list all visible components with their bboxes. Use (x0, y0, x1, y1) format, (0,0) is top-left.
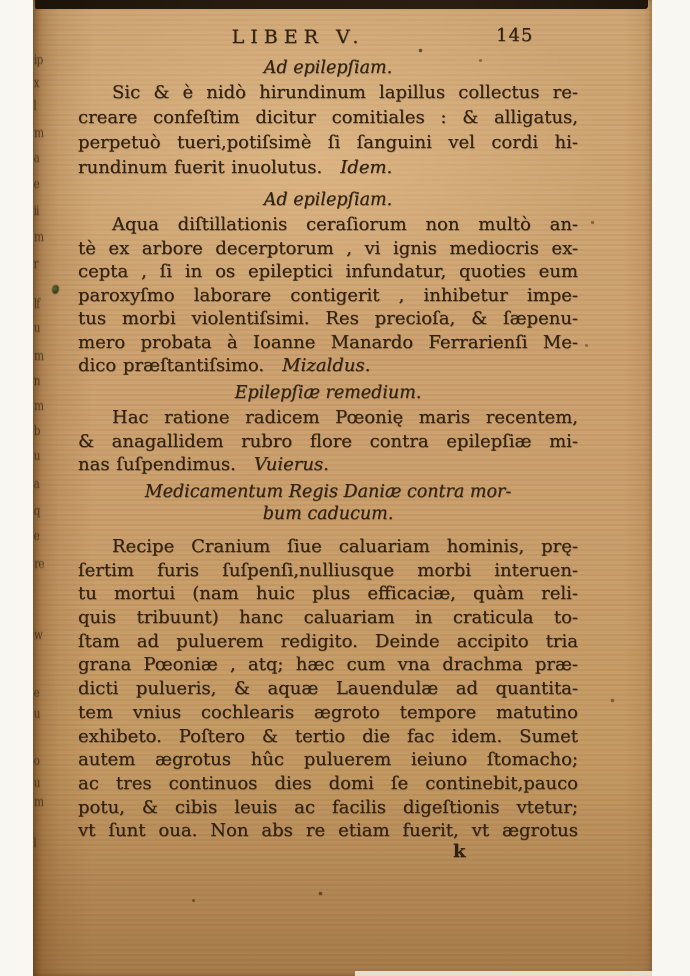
text-line: potu, & cibis leuis ac facilis digeſtionis vtetur; (78, 796, 578, 818)
text-line: perpetuò tueri,potiſsimè ſi ſanguini vel cordi hi- (78, 132, 578, 153)
margin-fragment: l (33, 99, 36, 114)
margin-fragment: lf (33, 297, 40, 312)
section-epilepsiae-remedium (78, 383, 578, 478)
text-line: exhibeto. Poſtero & tertio die fac idem. Sumet (78, 725, 578, 747)
margin-fragment: m (34, 230, 44, 245)
margin-fragment: u (33, 321, 40, 336)
margin-fragment: e (33, 177, 40, 192)
attribution: Vuierus. (253, 454, 329, 475)
margin-fragment: u (33, 707, 40, 722)
text-line (78, 355, 578, 379)
margin-fragment: ii (33, 204, 39, 219)
margin-fragment: e (33, 686, 40, 701)
section-heading: Ad epilepſiam. (263, 58, 393, 78)
section-ad-epilepsiam-1 (78, 58, 578, 182)
margin-fragment: r (33, 257, 38, 272)
text-line: ſtam ad puluerem redigito. Deinde accipito tria (78, 630, 578, 652)
attribution: Idem. (340, 157, 393, 178)
text-line-end: nas ſuſpendimus. (78, 454, 236, 475)
text-line: vt ſunt oua. Non abs re etiam fuerit, vt ægrotus (78, 820, 578, 842)
text-line: tè ex arbore decerptorum , vi ignis mediocris ex- (78, 237, 578, 259)
text-line: autem ægrotus hûc puluerem ieiuno ſtomacho; (78, 749, 578, 771)
margin-fragment: o (33, 754, 40, 769)
section-heading: Epilepſiæ remedium. (234, 383, 422, 403)
section-heading: Ad epilepſiam. (263, 190, 393, 210)
text-line: creare confeſtim dicitur comitiales : & alligatus, (78, 107, 578, 128)
margin-fragment: a (33, 151, 40, 166)
text-line: Sic & è nidò hirundinum lapillus collectus re- (112, 82, 578, 103)
margin-fragment: u (33, 776, 40, 791)
margin-fragment: b (33, 424, 40, 439)
margin-fragment: l (33, 836, 36, 851)
text-line (78, 454, 578, 478)
text-line: paroxyſmo laborare contigerit , inhibetur impe- (78, 284, 578, 306)
section-heading-line2: bum caducum. (262, 504, 394, 524)
attribution: Mizaldus. (282, 355, 371, 376)
text-line: tu mortui (nam huic plus efficaciæ, quàm reli- (78, 583, 578, 605)
section-ad-epilepsiam-2 (78, 190, 578, 379)
text-line: tus morbi violentiſsimi. Res precioſa, & ſæpenu- (78, 308, 578, 329)
page-scan (33, 0, 652, 976)
text-line: Recipe Cranium ſiue caluariam hominis, prę- (112, 536, 578, 557)
margin-fragment: q (33, 504, 40, 519)
margin-fragment: m (34, 399, 44, 414)
running-title: LIBER V. (231, 26, 365, 48)
text-line: ſertim furis ſuſpenſi,nulliusque morbi interuen- (78, 559, 578, 581)
text-line: grana Pœoniæ , atq; hæc cum vna drachma præ- (78, 654, 578, 676)
text-line: ac tres continuos dies domi ſe continebit,pauco (78, 772, 578, 794)
text-line-end: rundinum fuerit inuolutus. (78, 157, 323, 178)
catchword: k (453, 841, 466, 862)
page-number: 145 (496, 25, 534, 46)
green-ink-mark (52, 285, 59, 294)
text-line: cepta , ſi in os epileptici infundatur, quoties eum (78, 261, 578, 282)
text-line-end: dico præſtantiſsimo. (78, 355, 265, 376)
text-line: mero probata à Ioanne Manardo Ferrarienſi Me- (78, 331, 578, 353)
text-line: dicti pulueris, & aquæ Lauendulæ ad quantita- (78, 678, 578, 700)
margin-fragment: e (33, 529, 40, 544)
margin-fragment: n (33, 374, 40, 389)
text-line: quis tribuunt) hanc caluariam in craticula to- (78, 607, 578, 629)
margin-fragment: ip (34, 53, 43, 68)
section-heading: Medicamentum Regis Daniæ contra mor- (144, 482, 512, 502)
gutter-fragments (31, 0, 55, 976)
margin-fragment: re (34, 557, 44, 572)
margin-fragment: u (33, 449, 40, 464)
margin-fragment: m (34, 349, 44, 364)
top-edge-bar (35, 0, 648, 9)
text-line: & anagallidem rubro flore contra epilepſiæ mi- (78, 430, 578, 452)
section-medicamentum-regis-daniae (78, 482, 578, 844)
scan-edge-strip (355, 971, 652, 976)
text-line: Aqua diſtillationis ceraſiorum non multò an- (112, 214, 578, 235)
text-line: Hac ratione radicem Pœonię maris recentem, (112, 407, 578, 428)
margin-fragment: m (34, 126, 44, 141)
text-line: tem vnius cochlearis ægroto tempore matutino (78, 701, 578, 723)
text-line (78, 157, 578, 182)
ink-specks (33, 0, 34, 1)
margin-fragment: m (34, 795, 44, 810)
margin-fragment: a (33, 477, 40, 492)
margin-fragment: x (33, 76, 39, 91)
margin-fragment: w (34, 628, 43, 643)
